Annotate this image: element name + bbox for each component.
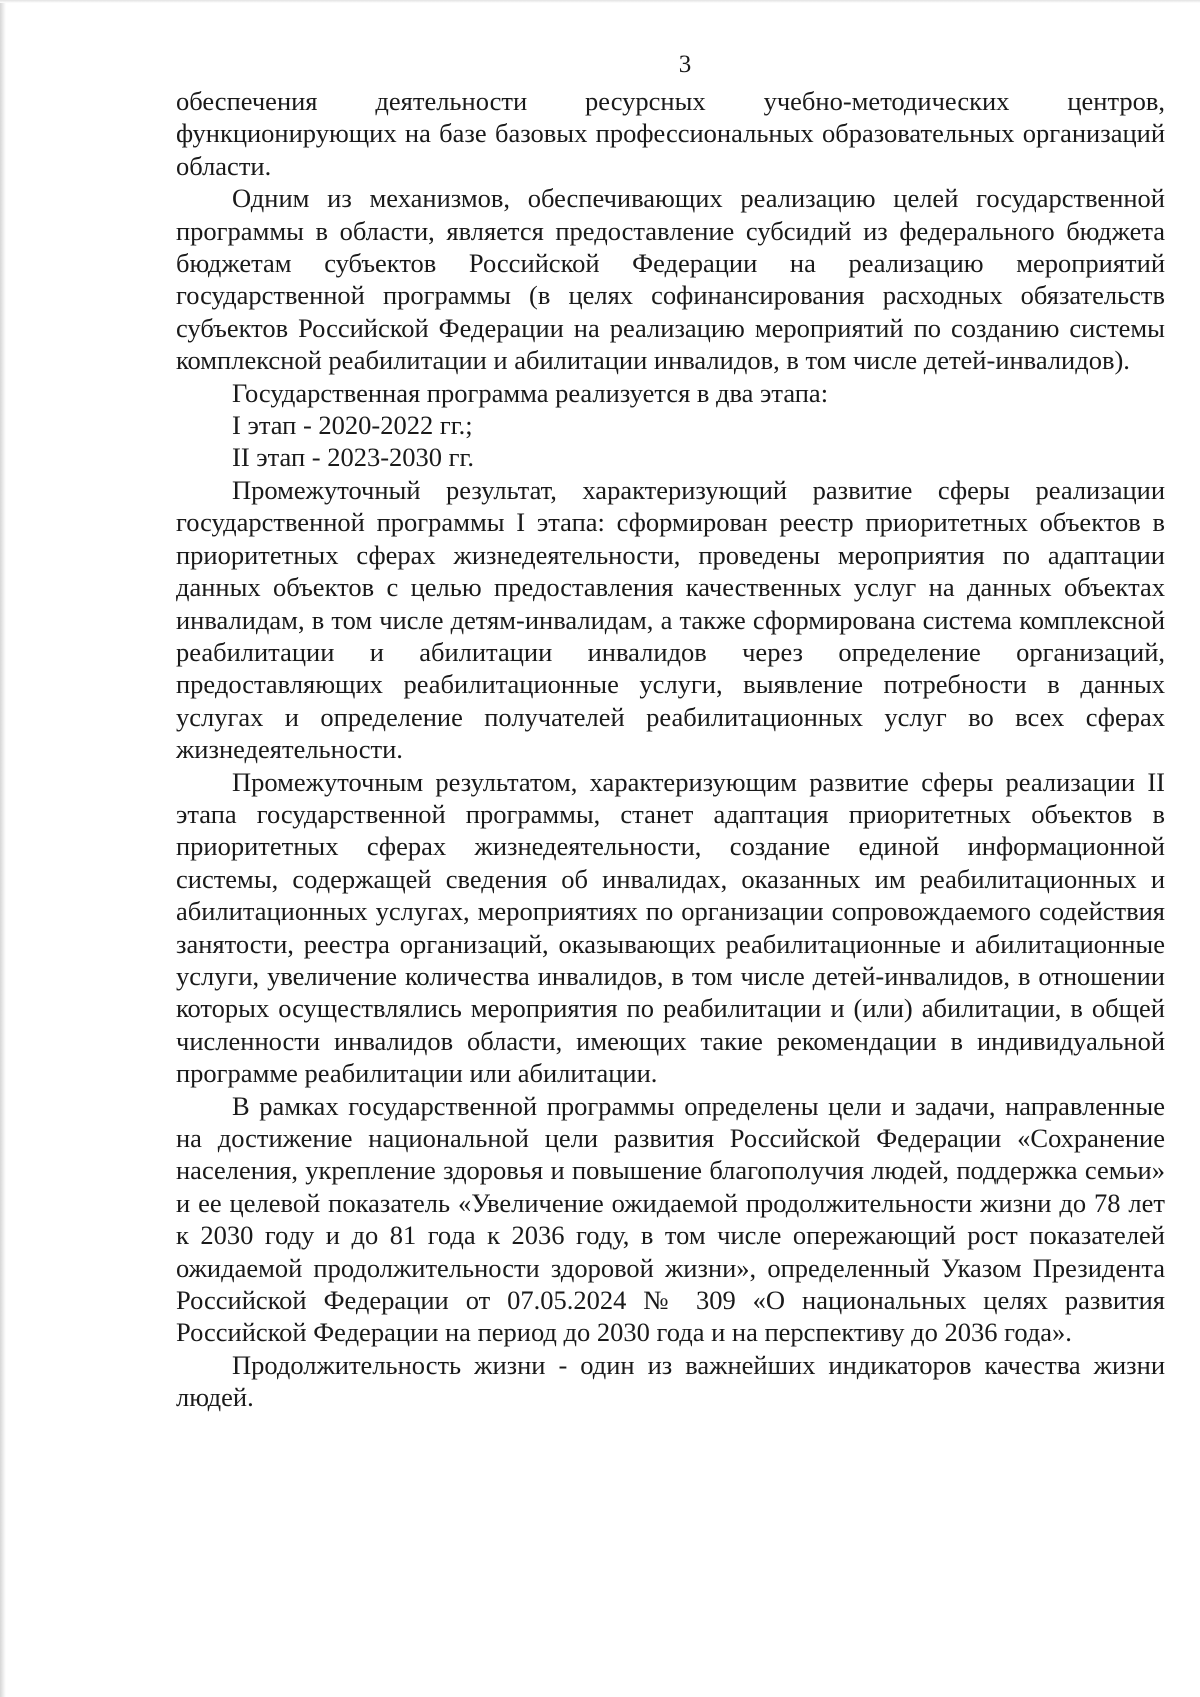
scan-shadow-top	[0, 0, 1200, 3]
scan-shadow-edge	[0, 0, 6, 1697]
document-body	[176, 85, 1165, 1414]
paragraph-stage-1: I этап - 2020-2022 гг.;	[232, 410, 473, 441]
paragraph-stage-1-result: Промежуточный результат, характеризующий развитие сферы реализации государственной программы I этапа: сформирован реестр приоритетных объектов в приоритетных сферах жизнедеятельности, проведены мероприятия по адаптации данных объектов с целью предоставления качественных услуг на данных объектах инвалидам, в том числе детям-инвалидам, а также сформирована система комплексной реабилитации и абилитации инвалидов через определение организаций, предоставляющих реабилитационные услуги, выявление потребности в данных услугах и определение получателей реабилитационных услуг во всех сферах жизнедеятельности.	[176, 474, 1165, 765]
paragraph-stage-2: II этап - 2023-2030 гг.	[232, 442, 475, 473]
paragraph-continuation: обеспечения деятельности ресурсных учебно-методических центров, функционирующих на базе базовых профессиональных образовательных организаций области.	[176, 86, 1165, 181]
paragraph-subsidy-mechanism: Одним из механизмов, обеспечивающих реализацию целей государственной программы в области, является предоставление субсидий из федерального бюджета бюджетам субъектов Российской Федерации на реализацию мероприятий государственной программы (в целях софинансирования расходных обязательств субъектов Российской Федерации на реализацию мероприятий по созданию системы комплексной реабилитации и абилитации инвалидов, в том числе детей-инвалидов).	[176, 183, 1165, 376]
paragraph-stage-2-result: Промежуточным результатом, характеризующим развитие сферы реализации II этапа государственной программы, станет адаптация приоритетных объектов в приоритетных сферах жизнедеятельности, создание единой информационной системы, содержащей сведения об инвалидах, оказанных им реабилитационных и абилитационных услугах, мероприятиях по организации сопровождаемого содействия занятости, реестра организаций, оказывающих реабилитационные и абилитационные услуги, увеличение количества инвалидов, в том числе детей-инвалидов, в отношении которых осуществлялись мероприятия по реабилитации и (или) абилитации, в общей численности инвалидов области, имеющих такие рекомендации в индивидуальной программе реабилитации или абилитации.	[176, 766, 1165, 1089]
paragraph-life-expectancy: Продолжительность жизни - один из важнейших индикаторов качества жизни людей.	[176, 1349, 1165, 1413]
page-number: 3	[678, 51, 692, 78]
paragraph-national-goals: В рамках государственной программы определены цели и задачи, направленные на достижение национальной цели развития Российской Федерации «Сохранение населения, укрепление здоровья и повышение благополучия людей, поддержка семьи» и ее целевой показатель «Увеличение ожидаемой продолжительности жизни до 78 лет к 2030 году и до 81 года к 2036 году, в том числе опережающий рост показателей ожидаемой продолжительности здоровой жизни», определенный Указом Президента Российской Федерации от 07.05.2024 № 309 «О национальных целях развития Российской Федерации на период до 2030 года и на перспективу до 2036 года».	[176, 1090, 1165, 1348]
paragraph-stages-intro: Государственная программа реализуется в два этапа:	[232, 377, 829, 408]
